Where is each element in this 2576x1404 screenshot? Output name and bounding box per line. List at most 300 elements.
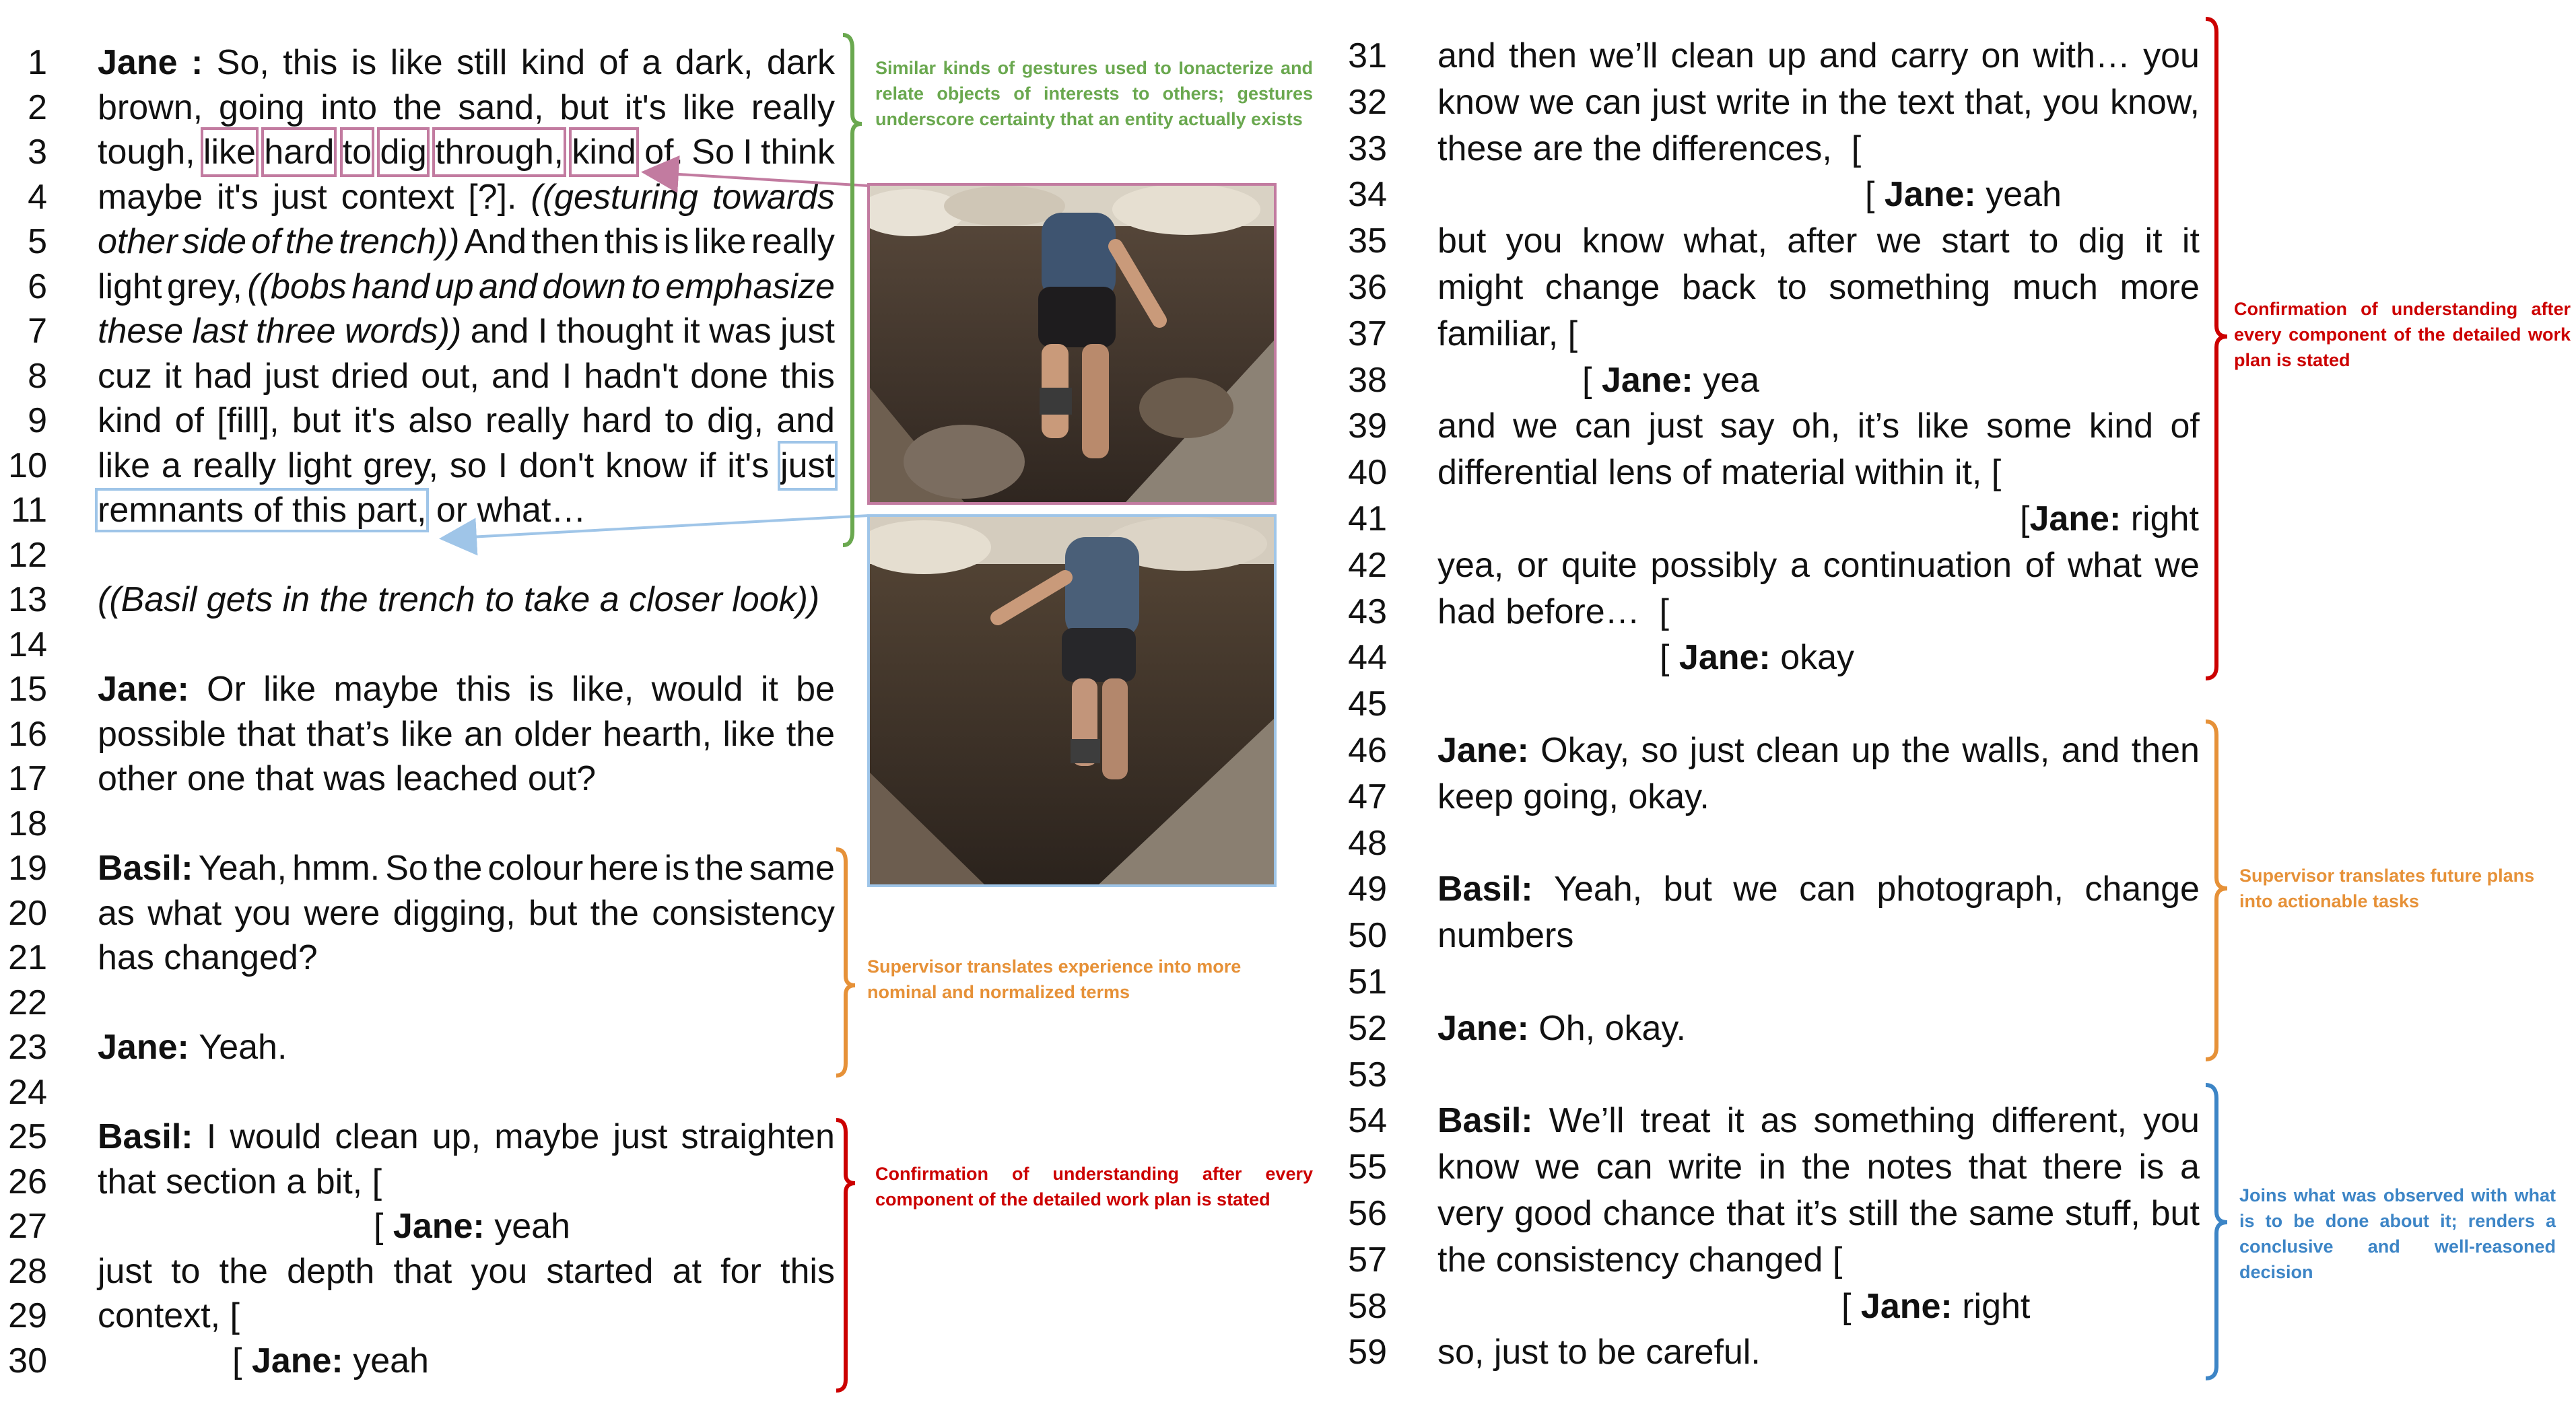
word: same	[1969, 1194, 2055, 1233]
line-number: 23	[8, 1028, 47, 1067]
word: treat	[1640, 1101, 1711, 1141]
text-segment: Jane:	[98, 1028, 199, 1067]
word: straighten	[681, 1117, 835, 1156]
word: I	[562, 356, 572, 396]
word: also	[408, 401, 473, 440]
line-number: 37	[1348, 314, 1387, 353]
word: a	[161, 446, 181, 485]
word: dark	[766, 43, 835, 82]
word: these	[98, 312, 184, 351]
word: of	[174, 401, 204, 440]
word: but	[529, 893, 578, 933]
line-number: 4	[28, 177, 47, 217]
word: clean	[1670, 36, 1755, 75]
word: write	[1668, 1148, 1743, 1187]
word: just	[98, 1251, 152, 1291]
word: clean	[335, 1117, 419, 1156]
word: Basil:	[98, 849, 193, 888]
word: light	[98, 267, 162, 306]
word: we	[1535, 1148, 1580, 1187]
word: this	[604, 222, 659, 261]
word: start	[1941, 221, 2010, 261]
word: it	[760, 670, 778, 709]
text-segment: yeah	[353, 1341, 429, 1380]
line-number: 26	[8, 1162, 47, 1201]
text-segment: other one that was leached out?	[98, 759, 597, 798]
text-segment: so, just to be careful.	[1437, 1333, 1761, 1372]
word: ((bobs	[247, 267, 347, 306]
word: can	[1596, 1148, 1653, 1187]
word: you	[1505, 221, 1563, 261]
word: clean	[1755, 731, 1840, 770]
word: know	[1437, 82, 1520, 122]
line-number: 50	[1348, 916, 1387, 956]
word: really	[192, 446, 276, 485]
word: possible	[98, 714, 226, 754]
line-number: 12	[8, 535, 47, 575]
text-segment: Oh, okay.	[1538, 1008, 1686, 1048]
line-number: 27	[8, 1207, 47, 1246]
word: notes	[1866, 1148, 1953, 1187]
text-segment: Jane:	[1860, 1286, 1963, 1326]
text-segment: ((Basil gets in the trench to take a closer look))	[98, 580, 820, 619]
word: grey,	[363, 446, 438, 485]
word: what,	[1683, 221, 1767, 261]
word: something	[1813, 1101, 1975, 1141]
word: a	[642, 43, 662, 82]
text-segment: yea	[1703, 360, 1760, 400]
word: good	[1514, 1194, 1592, 1233]
word: that’s	[306, 714, 390, 754]
line-number: 13	[8, 580, 47, 619]
word: chance	[1602, 1194, 1716, 1233]
text-segment: Jane:	[1884, 175, 1986, 215]
word: just	[1652, 82, 1707, 122]
line-number: 59	[1348, 1333, 1387, 1372]
word: going	[219, 87, 305, 127]
line-number: 47	[1348, 777, 1387, 816]
word: can	[1584, 82, 1641, 122]
word: if	[698, 446, 716, 485]
word: really	[485, 401, 570, 440]
word: side	[182, 222, 247, 261]
word: dig	[2078, 221, 2126, 261]
word: other	[98, 222, 178, 261]
word: very	[1437, 1194, 1504, 1233]
text-segment: [	[2020, 499, 2030, 538]
brace-conclusive-decision	[2206, 1085, 2227, 1378]
word: the	[695, 849, 744, 888]
word: for	[720, 1251, 761, 1291]
word: like	[390, 43, 443, 82]
word: and	[470, 312, 529, 351]
line-number: 38	[1348, 360, 1387, 400]
word: up	[434, 267, 474, 306]
word: Jane	[98, 43, 178, 82]
word: of.	[644, 133, 683, 172]
line-number: 29	[8, 1296, 47, 1335]
line-number: 54	[1348, 1101, 1387, 1141]
word: dried	[331, 356, 409, 396]
word: like	[400, 714, 453, 754]
line-number: 21	[8, 938, 47, 977]
line-number: 56	[1348, 1194, 1387, 1233]
word: hand	[351, 267, 430, 306]
word: and	[1819, 36, 1878, 75]
word: we	[1876, 221, 1922, 261]
word: it’s	[1857, 407, 1900, 446]
word: emphasize	[665, 267, 835, 306]
word: on	[1981, 36, 2021, 75]
word: change	[1545, 268, 1660, 307]
word: hadn't	[584, 356, 679, 396]
word: into	[320, 87, 378, 127]
word: Or	[207, 670, 246, 709]
word: Jane:	[1437, 731, 1529, 770]
word: to	[631, 267, 660, 306]
brace-gestures	[843, 35, 862, 545]
word: we	[1513, 407, 1558, 446]
word: walls,	[1962, 731, 2050, 770]
line-number: 35	[1348, 221, 1387, 261]
word: the	[219, 1251, 268, 1291]
word: at	[672, 1251, 702, 1291]
word: it	[2144, 221, 2163, 261]
word: last	[192, 312, 247, 351]
word: still	[1848, 1194, 1899, 1233]
word: or	[1517, 545, 1549, 585]
word: like,	[571, 670, 634, 709]
text-segment: has changed?	[98, 938, 318, 977]
word: consistency	[652, 893, 835, 933]
word: would	[651, 670, 743, 709]
word: it's	[216, 177, 259, 217]
word: to	[665, 401, 694, 440]
text-segment: [	[1660, 638, 1679, 678]
word: and	[491, 356, 550, 396]
word: might	[1437, 268, 1524, 307]
line-number: 52	[1348, 1008, 1387, 1048]
line-number: 31	[1348, 36, 1387, 75]
word: to	[1777, 268, 1807, 307]
word: still	[456, 43, 508, 82]
text-segment: differential lens of material within it, [	[1437, 453, 2002, 493]
word: hard	[582, 401, 652, 440]
word: is	[664, 849, 690, 888]
text-segment: the consistency changed [	[1437, 1240, 1843, 1279]
word: Basil:	[98, 1117, 193, 1156]
text-segment: [	[374, 1207, 393, 1246]
highlighted-phrase: like	[203, 130, 256, 174]
word: what	[147, 893, 222, 933]
text-segment: Jane:	[251, 1341, 353, 1380]
word: it's	[624, 87, 667, 127]
word: is	[529, 670, 554, 709]
word: possibly	[1650, 545, 1777, 585]
line-number: 20	[8, 893, 47, 933]
line-number: 16	[8, 714, 47, 754]
word: as	[98, 893, 135, 933]
word: you	[471, 1251, 528, 1291]
word: really	[751, 87, 835, 127]
word: would	[230, 1117, 322, 1156]
word: words))	[344, 312, 462, 351]
brace-confirmation-left	[836, 1120, 855, 1391]
word: out,	[421, 356, 479, 396]
word: maybe	[494, 1117, 600, 1156]
word: like	[1916, 407, 1969, 446]
word: towards	[712, 177, 835, 217]
word: it	[1726, 1101, 1744, 1141]
word: much	[2012, 268, 2098, 307]
word: colour	[487, 849, 584, 888]
line-number: 18	[8, 804, 47, 843]
word: of	[251, 222, 281, 261]
word: kind	[98, 401, 162, 440]
word: and	[1437, 36, 1496, 75]
text-segment: keep going, okay.	[1437, 777, 1709, 816]
word: then	[2131, 731, 2200, 770]
word: kind	[2089, 407, 2154, 446]
line-number: 1	[28, 43, 47, 82]
word: of	[2170, 407, 2200, 446]
word: like	[693, 222, 747, 261]
word: and	[776, 401, 835, 440]
annotation-nominal-terms: Supervisor translates experience into more nominal and normalized terms	[867, 956, 1242, 1002]
word: a	[1790, 545, 1810, 585]
word: but	[1663, 870, 1712, 909]
word: older	[514, 714, 592, 754]
word: we	[1529, 82, 1575, 122]
highlighted-phrase: through,	[435, 130, 564, 174]
word: but	[1437, 221, 1487, 261]
word: of	[2025, 545, 2055, 585]
word: you	[2143, 36, 2200, 75]
word: grey,	[167, 267, 242, 306]
word: say	[1720, 407, 1775, 446]
brace-confirmation-right	[2206, 19, 2227, 678]
word: but	[560, 87, 609, 127]
line-number: 11	[11, 491, 47, 530]
text-segment: yeah	[1986, 175, 2062, 215]
line-number: 33	[1348, 129, 1387, 168]
word: then	[1508, 36, 1578, 75]
word: there	[2043, 1148, 2123, 1187]
text-segment: okay	[1780, 638, 1855, 678]
word: you	[2143, 1101, 2200, 1141]
word: brown,	[98, 87, 203, 127]
word: just	[613, 1117, 668, 1156]
line-number: 6	[28, 267, 47, 306]
text-segment: yeah	[494, 1207, 570, 1246]
line-number: 7	[28, 312, 47, 351]
text-segment: Jane:	[1679, 638, 1781, 678]
word: something	[1829, 268, 1991, 307]
word: trench))	[339, 222, 460, 261]
word: is	[351, 43, 377, 82]
word: the	[434, 849, 483, 888]
word: hearth,	[603, 714, 712, 754]
word: this	[780, 1251, 835, 1291]
word: hmm.	[292, 849, 380, 888]
word: to	[2029, 221, 2059, 261]
annotation-actionable-tasks: Supervisor translates future plans into actionable tasks	[2239, 866, 2535, 911]
word: that	[1726, 1194, 1785, 1233]
text-segment: [	[1582, 360, 1602, 400]
word: you	[2043, 82, 2100, 122]
word: the	[1802, 1148, 1851, 1187]
text-segment: had before… [	[1437, 592, 1669, 631]
word: it's	[353, 401, 396, 440]
text-segment: [	[232, 1341, 252, 1380]
word: that	[393, 1251, 452, 1291]
highlighted-phrase: dig	[380, 130, 426, 174]
line-number: 22	[8, 983, 47, 1022]
text-segment: right	[1962, 1286, 2031, 1326]
highlighted-phrase: just	[780, 444, 835, 488]
text-segment: or what…	[426, 491, 586, 530]
arrow-to-bottom-photo	[444, 516, 869, 538]
word: kind	[520, 43, 586, 82]
word: maybe	[98, 177, 203, 217]
word: a	[2179, 1148, 2200, 1187]
word: Basil:	[1437, 870, 1533, 909]
line-number: 39	[1348, 407, 1387, 446]
word: but	[2150, 1194, 2200, 1233]
word: different,	[1991, 1101, 2128, 1141]
word: as	[1760, 1101, 1798, 1141]
word: write	[1716, 82, 1791, 122]
line-number: 45	[1348, 685, 1387, 724]
word: digging,	[393, 893, 516, 933]
word: were	[304, 893, 380, 933]
word: know	[1437, 1148, 1520, 1187]
word: think	[761, 133, 835, 172]
annotation-confirmation-right: Confirmation of understanding after every component of the detailed work plan is stated	[2234, 299, 2571, 370]
line-number: 14	[8, 625, 47, 664]
word: So,	[216, 43, 269, 82]
word: is	[663, 222, 689, 261]
word: it's	[727, 446, 770, 485]
line-number: 42	[1348, 545, 1387, 585]
word: it	[682, 312, 700, 351]
word: in	[1758, 1148, 1786, 1187]
word: but	[292, 401, 341, 440]
word: that,	[1964, 82, 2033, 122]
word: after	[1787, 221, 1858, 261]
line-number: 41	[1348, 499, 1387, 538]
word: just	[264, 356, 319, 396]
line-number: 58	[1348, 1286, 1387, 1326]
word: to	[171, 1251, 201, 1291]
word: like	[98, 446, 151, 485]
text-segment: familiar, [	[1437, 314, 1578, 353]
word: this	[283, 43, 338, 82]
word: don't	[518, 446, 595, 485]
word: like	[682, 87, 735, 127]
word: Jane:	[98, 670, 189, 709]
word: carry	[1890, 36, 1969, 75]
line-number: 44	[1348, 638, 1387, 678]
word: here	[588, 849, 659, 888]
word: back	[1681, 268, 1756, 307]
word: just	[780, 312, 835, 351]
word: change	[2084, 870, 2200, 909]
text-segment: Jane:	[2029, 499, 2131, 538]
word: oh,	[1791, 407, 1841, 446]
line-number: 34	[1348, 175, 1387, 215]
text-segment: that section a bit, [	[98, 1162, 382, 1201]
word: photograph,	[1876, 870, 2064, 909]
highlighted-phrase: kind	[572, 130, 636, 174]
word: like	[722, 714, 776, 754]
line-number: 24	[8, 1072, 47, 1112]
word: be	[796, 670, 835, 709]
line-number: 36	[1348, 268, 1387, 307]
line-number: 48	[1348, 823, 1387, 863]
line-number: 53	[1348, 1055, 1387, 1094]
highlighted-phrase: hard	[264, 130, 334, 174]
word: and	[1437, 407, 1496, 446]
text-segment: Jane:	[1601, 360, 1703, 400]
word: light	[287, 446, 352, 485]
word: I	[206, 1117, 217, 1156]
line-number: 5	[28, 222, 47, 261]
word: we	[2155, 545, 2200, 585]
word: can	[1575, 407, 1631, 446]
word: thought	[556, 312, 674, 351]
text-segment: these are the differences, [	[1437, 129, 1862, 168]
highlighted-phrase: remnants of this part,	[98, 491, 427, 530]
word: with…	[2033, 36, 2130, 75]
word: up	[1851, 731, 1891, 770]
word: this	[456, 670, 511, 709]
text-segment: Jane:	[393, 1207, 495, 1246]
word: more	[2120, 268, 2200, 307]
line-number: 10	[8, 446, 47, 485]
word: [?].	[468, 177, 517, 217]
text-segment: [	[1841, 1286, 1861, 1326]
annotation-conclusive-decision: Joins what was observed with what is to be done about it; renders a conclusive and well-reasoned decision	[2239, 1185, 2556, 1282]
line-number: 43	[1348, 592, 1387, 631]
word: stuff,	[2065, 1194, 2140, 1233]
word: continuation	[1823, 545, 2012, 585]
word: Basil:	[1437, 1101, 1533, 1141]
word: that	[1968, 1148, 2027, 1187]
word: it’s	[1795, 1194, 1838, 1233]
word: and	[479, 267, 537, 306]
word: dig,	[707, 401, 764, 440]
word: was	[709, 312, 772, 351]
brace-actionable-tasks	[2206, 722, 2227, 1059]
line-number: 19	[8, 849, 47, 888]
word: that	[237, 714, 296, 754]
word: Yeah,	[198, 849, 287, 888]
word: quite	[1561, 545, 1637, 585]
word: maybe	[333, 670, 439, 709]
word: tough,	[98, 133, 195, 172]
word: we’ll	[1590, 36, 1658, 75]
word: the	[393, 87, 442, 127]
word: I	[537, 312, 548, 351]
line-number: 25	[8, 1117, 47, 1156]
word: I	[743, 133, 753, 172]
line-number: 40	[1348, 453, 1387, 493]
word: the	[590, 893, 639, 933]
word: text	[1897, 82, 1955, 122]
word: the	[1838, 82, 1888, 122]
word: is	[2138, 1148, 2165, 1187]
